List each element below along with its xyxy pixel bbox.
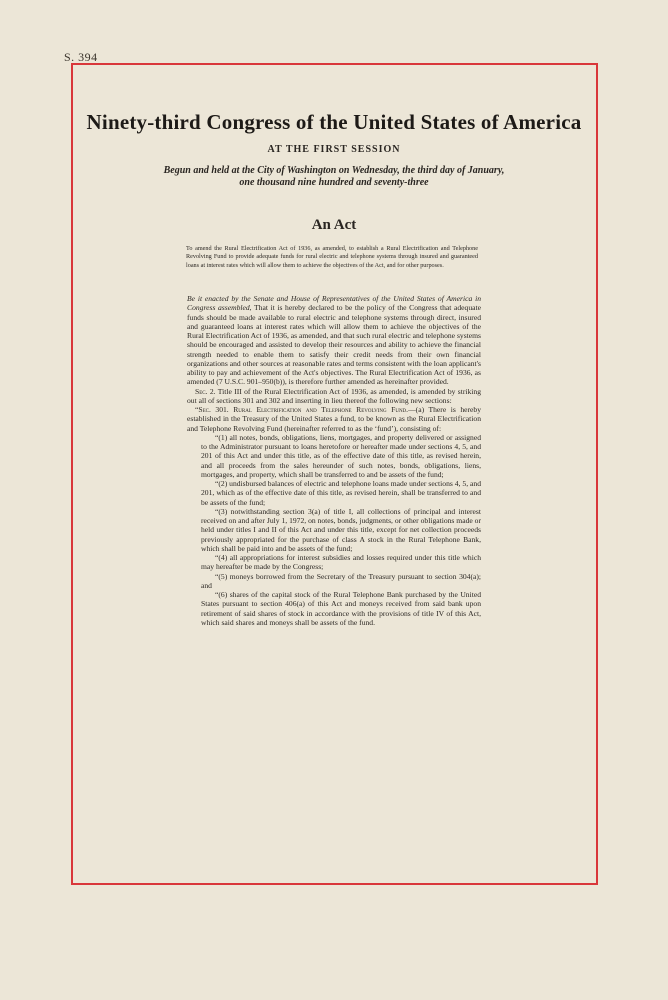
act-heading: An Act — [311, 217, 357, 233]
section-301-text: —(a) There is hereby established in the Treasury of the United States a fund, to be known as the Rural Electrification and Telephone Revolving Fund (hereinafter referred to as the ‘fund’), consisting of: — [187, 405, 482, 433]
act-body — [187, 294, 481, 627]
section-2-label: Sec. 2. — [195, 386, 216, 396]
session-line: AT THE FIRST SESSION — [267, 144, 401, 155]
act-purpose: To amend the Rural Electrification Act of 1936, as amended, to establish a Rural Electrification and Telephone Revolving Fund to provide adequate funds for rural electric and telephone systems through insured and guaranteed loans at interest rates which will allow them to achieve the objectives of the Act, and for other purposes. — [186, 245, 478, 269]
list-item: “(4) all appropriations for interest subsidies and losses required under this title which may hereafter be made by the Congress; — [201, 553, 481, 572]
list-item: “(1) all notes, bonds, obligations, liens, mortgages, and property delivered or assigned to the Administrator pursuant to loans heretofore or hereafter made under sections 4, 5, and 201 of this Act and under this title, as of the effective date of this title, as revised herein, and all proceeds from the sales hereunder of such notes, bonds, obligations, liens, mortgages, and property, which shall be transferred to and be assets of the fund; — [201, 432, 481, 479]
enacting-clause: Be it enacted by the Senate and House of Representatives of the United States of America in Congress assembled, — [187, 294, 481, 313]
list-item: “(6) shares of the capital stock of the Rural Telephone Bank purchased by the United States pursuant to section 406(a) of this Act and moneys received from said bank upon retirement of said shares of stock in accordance with the provisions of title IV of this Act, which said shares and moneys shall be assets of the fund. — [201, 590, 481, 627]
held-statement — [120, 165, 548, 189]
section-2-text: Title III of the Rural Electrification Act of 1936, as amended, is amended by striking out all of sections 301 and 302 and inserting in lieu thereof the following new sections: — [187, 386, 482, 405]
list-item: “(3) notwithstanding section 3(a) of title I, all collections of principal and interest received on and after July 1, 1972, on notes, bonds, judgments, or other obligations made or held under titles I and II of this Act and under this title, except for net collection proceeds previously appropriated for the purchase of class A stock in the Rural Telephone Bank, which shall be paid into and be assets of the fund; — [201, 506, 481, 553]
list-item: “(5) moneys borrowed from the Secretary of the Treasury pursuant to section 304(a); and — [201, 571, 481, 590]
section-2-paragraph — [187, 387, 481, 406]
held-line-1: Begun and held at the City of Washington on Wednesday, the third day of January, — [163, 165, 505, 176]
section-301-label: “Sec. 301. Rural Electrification and Telephone Revolving Fund. — [195, 405, 409, 414]
section-1-text: That it is hereby declared to be the policy of the Congress that adequate funds should be made available to rural electric and telephone systems through direct, insured and guaranteed loans at interest rates which will allow them to achieve the objectives of the Rural Electrification Act of 1936, as amended, and that such rural electric and telephone systems should be encouraged and assisted to develop their resources and ability to achieve the financial strength needed to enable them to satisfy their credit needs from their own financial organizations and other sources at reasonable rates and terms consistent with the loan applicant's ability to pay and achievement of the Act's objectives. The Rural Electrification Act of 1936, as amended (7 U.S.C. 901–950(b)), is therefore further amended as hereinafter provided. — [187, 303, 481, 387]
list-item: “(2) undisbursed balances of electric and telephone loans made under sections 4, 5, and 201, which as of the effective date of this title, as revised herein, shall be transferred to and be assets of the fund; — [201, 479, 481, 507]
held-line-2: one thousand nine hundred and seventy-three — [239, 177, 429, 188]
section-1-paragraph — [187, 294, 481, 387]
section-301-paragraph — [187, 405, 481, 433]
congress-title: Ninety-third Congress of the United States of America — [86, 110, 582, 134]
bill-number: S. 394 — [64, 50, 98, 64]
